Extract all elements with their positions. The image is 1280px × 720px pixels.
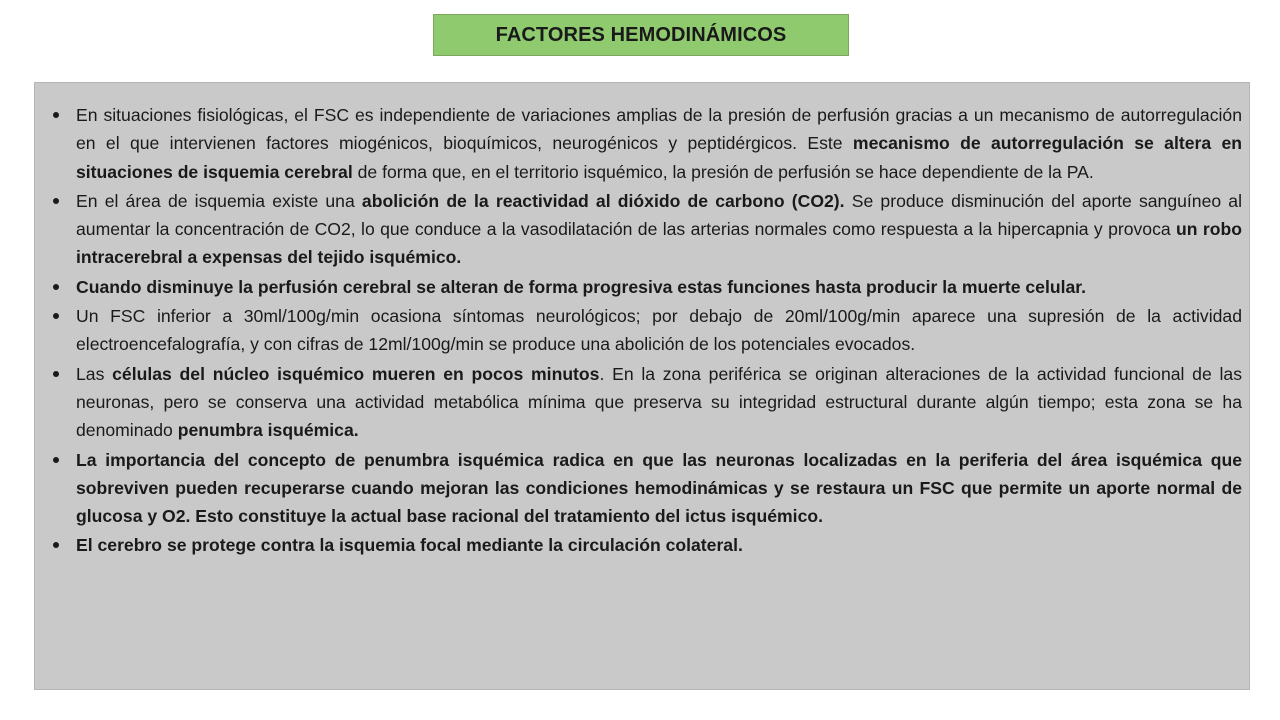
bold-segment: células del núcleo isquémico mueren en pocos minutos xyxy=(112,363,600,384)
bullet-icon xyxy=(53,457,59,463)
bold-segment: Cuando disminuye la perfusión cerebral se alteran de forma progresiva estas funciones hasta producir la muerte celular. xyxy=(76,276,1087,297)
bullet-icon xyxy=(53,313,59,319)
list-item xyxy=(53,360,1242,445)
list-item xyxy=(53,273,1242,301)
title-banner xyxy=(433,14,849,56)
text-segment: de forma que, en el territorio isquémico, la presión de perfusión se hace dependiente de la PA. xyxy=(352,161,1094,182)
bold-segment: El cerebro se protege contra la isquemia focal mediante la circulación colateral. xyxy=(76,535,743,556)
list-item xyxy=(53,187,1242,272)
bold-segment: mecanismo de autorregulación se altera en situaciones de isquemia cerebral xyxy=(76,133,1242,182)
list-item xyxy=(53,302,1242,359)
bullet-text xyxy=(76,191,1242,268)
bullet-icon xyxy=(53,542,59,548)
text-segment: . En la zona periférica se originan alteraciones de la actividad funcional de las neuronas, pero se conserva una actividad metabólica mínima que preserva su integridad estructural durante algún tiempo; esta zona se ha denominado xyxy=(76,363,1242,441)
bullet-icon xyxy=(53,112,59,118)
text-segment: Se produce disminución del aporte sanguíneo al aumentar la concentración de CO2, lo que conduce a la vasodilatación de las arterias normales como respuesta a la hipercapnia y provoca xyxy=(76,190,1242,240)
bullet-text xyxy=(76,535,743,555)
list-item xyxy=(53,101,1242,186)
bullet-text xyxy=(76,450,1242,527)
bullet-icon xyxy=(53,284,59,290)
text-segment: Un FSC inferior a 30ml/100g/min ocasiona síntomas neurológicos; por debajo de 20ml/100g/min aparece una supresión de la actividad electroencefalografía, y con cifras de 12ml/100g/min se produce una abolición de los potenciales evocados. xyxy=(76,306,1242,355)
bullet-text xyxy=(76,105,1242,182)
content-panel xyxy=(34,82,1250,690)
bullet-icon xyxy=(53,198,59,204)
bold-segment: un robo intracerebral a expensas del tejido isquémico. xyxy=(76,219,1242,268)
bold-segment: La importancia del concepto de penumbra isquémica radica en que las neuronas localizadas en la periferia del área isquémica que sobreviven pueden recuperarse cuando mejoran las condiciones hemodinámicas y se restaura un FSC que permite un aporte normal de glucosa y O2. Esto constituye la actual base racional del tratamiento del ictus isquémico. xyxy=(76,449,1242,527)
bullet-text xyxy=(76,306,1242,354)
text-segment: Las xyxy=(76,363,113,384)
bold-segment: penumbra isquémica. xyxy=(177,420,359,441)
list-item xyxy=(53,446,1242,531)
bullet-text xyxy=(76,277,1086,297)
bold-segment: abolición de la reactividad al dióxido de carbono (CO2). xyxy=(361,190,845,211)
bullet-icon xyxy=(53,371,59,377)
list-item xyxy=(53,531,1242,559)
bullet-list xyxy=(53,101,1242,561)
bullet-text xyxy=(76,364,1242,441)
text-segment: En el área de isquemia existe una xyxy=(76,190,362,211)
slide-title: FACTORES HEMODINÁMICOS xyxy=(495,23,787,46)
text-segment: En situaciones fisiológicas, el FSC es independiente de variaciones amplias de la presión de perfusión gracias a un mecanismo de autorregulación en el que intervienen factores miogénicos, bioquímicos, neurogénicos y peptidérgicos. Este xyxy=(76,105,1242,154)
